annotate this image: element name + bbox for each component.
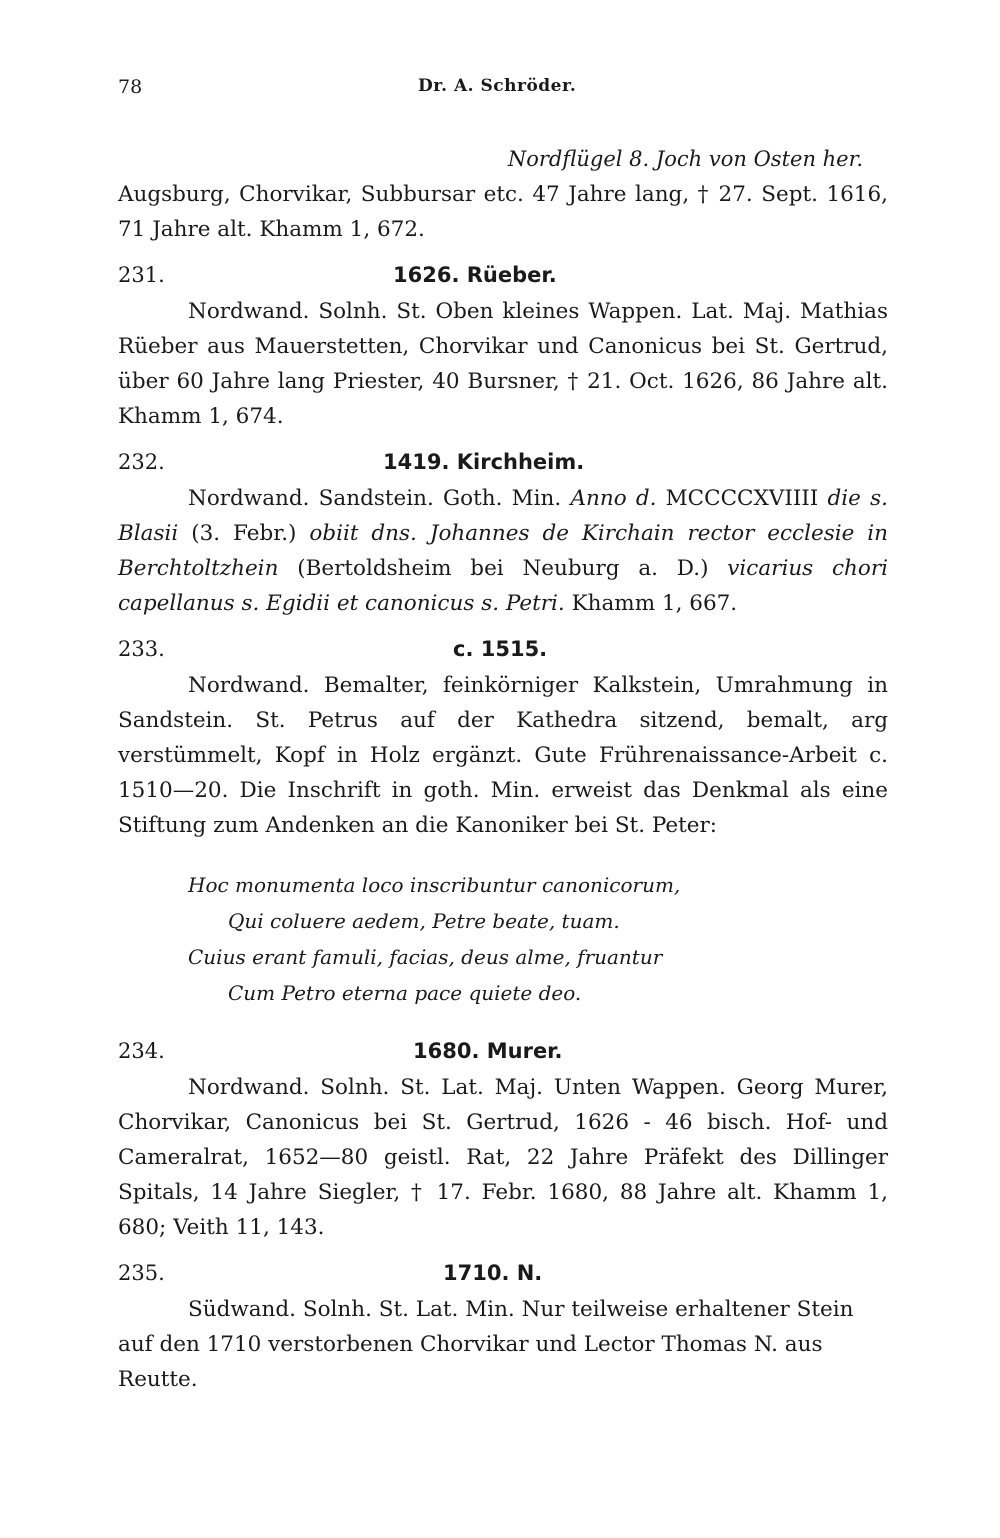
entry-number: 232. xyxy=(118,450,165,474)
entry-text-231: Nordwand. Solnh. St. Oben kleines Wappen. Lat. Maj. Mathias Rüeber aus Mauerstetten, Chorvikar und Canonicus bei St. Gertrud, über 60 Jahre lang Priester, 40 Bursner, † 21. Oct. 1626, 86 Jahre alt. Khamm 1, 674. xyxy=(118,299,888,429)
poem-line: Cuius erant famuli, facias, deus alme, fruantur xyxy=(188,945,663,969)
text-segment: (Bertoldsheim bei Neuburg a. D.) xyxy=(278,556,728,581)
text-segment: Nordwand. Sandstein. Goth. Min. xyxy=(188,486,571,511)
entry-heading-232 xyxy=(118,446,888,481)
location-line: Nordflügel 8. Joch von Osten her. xyxy=(507,147,863,171)
latin-segment: obiit dns. Johannes de Kirchain rector ecclesie in Berchtoltzhein xyxy=(118,521,888,581)
poem-line: Qui coluere aedem, Petre beate, tuam. xyxy=(228,909,620,933)
latin-segment: Anno d. xyxy=(570,486,657,511)
entry-number: 235. xyxy=(118,1261,165,1285)
running-header xyxy=(118,76,888,102)
latin-segment: die s. Blasii xyxy=(118,486,888,546)
intro-paragraph: Augsburg, Chorvikar, Subbursar etc. 47 Jahre lang, † 27. Sept. 1616, 71 Jahre alt. Khamm 1, 672. xyxy=(118,182,888,242)
page-number: 78 xyxy=(118,76,143,98)
entry-heading-235 xyxy=(118,1257,888,1292)
entry-text-234: Nordwand. Solnh. St. Lat. Maj. Unten Wappen. Georg Murer, Chorvikar, Canonicus bei St. Gertrud, 1626 - 46 bisch. Hof- und Cameralrat, 1652—80 geistl. Rat, 22 Jahre Präfekt des Dillinger Spitals, 14 Jahre Siegler, † 17. Febr. 1680, 88 Jahre alt. Khamm 1, 680; Veith 11, 143. xyxy=(118,1075,888,1240)
text-segment: Khamm 1, 667. xyxy=(564,591,738,616)
entry-number: 234. xyxy=(118,1039,165,1063)
entry-heading-233 xyxy=(118,633,888,668)
page xyxy=(118,76,888,1397)
latin-segment: vicarius chori capellanus s. Egidii et canonicus s. Petri. xyxy=(118,556,888,616)
poem-line: Cum Petro eterna pace quiete deo. xyxy=(228,981,582,1005)
entry-heading-231 xyxy=(118,259,888,294)
entry-title: 1710. N. xyxy=(443,1261,543,1285)
entry-heading-234 xyxy=(118,1035,888,1070)
entry-title: 1419. Kirchheim. xyxy=(383,450,585,474)
running-author: Dr. A. Schröder. xyxy=(418,76,577,96)
entry-text-232 xyxy=(118,481,888,621)
text-segment: MCCCCXVIIII xyxy=(656,486,828,511)
entry-title: c. 1515. xyxy=(453,637,548,661)
entry-number: 231. xyxy=(118,263,165,287)
entry-text-233: Nordwand. Bemalter, feinkörniger Kalkstein, Umrahmung in Sandstein. St. Petrus auf der Kathedra sitzend, bemalt, arg verstümmelt, Kopf in Holz ergänzt. Gute Frührenaissance-Arbeit c. 1510—20. Die Inschrift in goth. Min. erweist das Denkmal als eine Stiftung zum Andenken an die Kanoniker bei St. Peter: xyxy=(118,673,888,838)
poem-line: Hoc monumenta loco inscribuntur canonicorum, xyxy=(188,873,681,897)
entry-title: 1680. Murer. xyxy=(413,1039,563,1063)
entry-text-235: Südwand. Solnh. St. Lat. Min. Nur teilweise erhaltener Stein auf den 1710 verstorbenen Chorvikar und Lector Thomas N. aus Reutte. xyxy=(118,1297,854,1392)
inscription-poem xyxy=(188,867,888,1011)
entry-title: 1626. Rüeber. xyxy=(393,263,557,287)
entry-number: 233. xyxy=(118,637,165,661)
text-segment: (3. Febr.) xyxy=(178,521,310,546)
